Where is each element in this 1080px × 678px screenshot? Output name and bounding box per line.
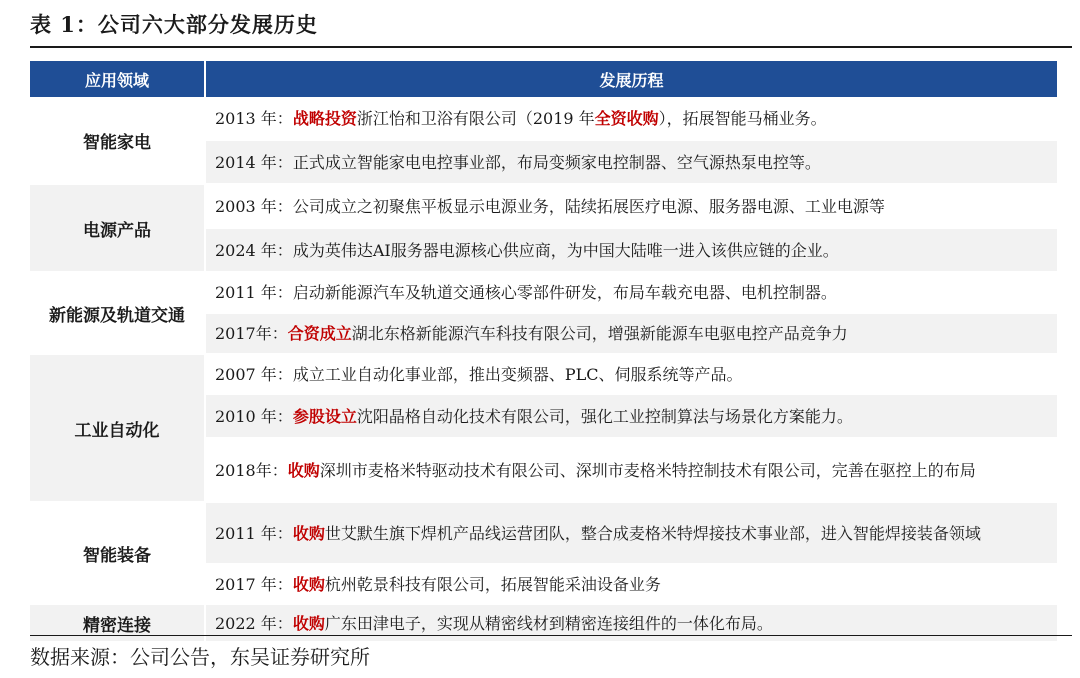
table-row [30, 502, 1057, 564]
event-cell: 2007 年：成立工业自动化事业部，推出变频器、PLC、伺服系统等产品。 [205, 354, 1057, 394]
table-row [30, 97, 1057, 140]
event-cell: 2022 年：收购广东田津电子，实现从精密线材到精密连接组件的一体化布局。 [205, 604, 1057, 642]
category-cell-smart-equipment: 智能装备 [30, 502, 205, 604]
event-cell: 2014 年：正式成立智能家电电控事业部，布局变频家电控制器、空气源热泵电控等。 [205, 140, 1057, 184]
table-row [30, 272, 1057, 313]
category-cell-smart-appliance: 智能家电 [30, 97, 205, 184]
table-title: 表 1：公司六大部分发展历史 [30, 12, 318, 37]
event-cell: 2018年：收购深圳市麦格米特驱动技术有限公司、深圳市麦格米特控制技术有限公司，完善在驱控上的布局 [205, 438, 1057, 502]
history-table [30, 61, 1057, 643]
event-cell: 2017年：合资成立湖北东格新能源汽车科技有限公司，增强新能源车电驱电控产品竞争力 [205, 313, 1057, 354]
event-cell: 2010 年：参股设立沈阳晶格自动化技术有限公司，强化工业控制算法与场景化方案能力。 [205, 394, 1057, 438]
source-note: 数据来源：公司公告，东吴证券研究所 [30, 645, 370, 669]
category-cell-industrial-automation: 工业自动化 [30, 354, 205, 502]
table-row [30, 184, 1057, 228]
category-cell-new-energy-rail: 新能源及轨道交通 [30, 272, 205, 354]
event-cell: 2003 年：公司成立之初聚焦平板显示电源业务，陆续拓展医疗电源、服务器电源、工业电源等 [205, 184, 1057, 228]
event-cell: 2011 年：启动新能源汽车及轨道交通核心零部件研发，布局车载充电器、电机控制器。 [205, 272, 1057, 313]
event-cell: 2024 年：成为英伟达AI服务器电源核心供应商，为中国大陆唯一进入该供应链的企业。 [205, 228, 1057, 272]
title-rule [30, 46, 1072, 48]
event-cell: 2017 年：收购杭州乾景科技有限公司，拓展智能采油设备业务 [205, 564, 1057, 604]
category-cell-power-products: 电源产品 [30, 184, 205, 272]
header-application-field: 应用领域 [30, 61, 205, 97]
table-row [30, 354, 1057, 394]
event-cell: 2013 年：战略投资浙江怡和卫浴有限公司（2019 年全资收购），拓展智能马桶业务。 [205, 97, 1057, 140]
header-development-history: 发展历程 [205, 61, 1057, 97]
event-cell: 2011 年：收购世艾默生旗下焊机产品线运营团队，整合成麦格米特焊接技术事业部，进入智能焊接装备领域 [205, 502, 1057, 564]
table-header-row [30, 61, 1057, 97]
source-rule [30, 635, 1072, 636]
table-row [30, 604, 1057, 642]
category-cell-precision-connection: 精密连接 [30, 604, 205, 642]
